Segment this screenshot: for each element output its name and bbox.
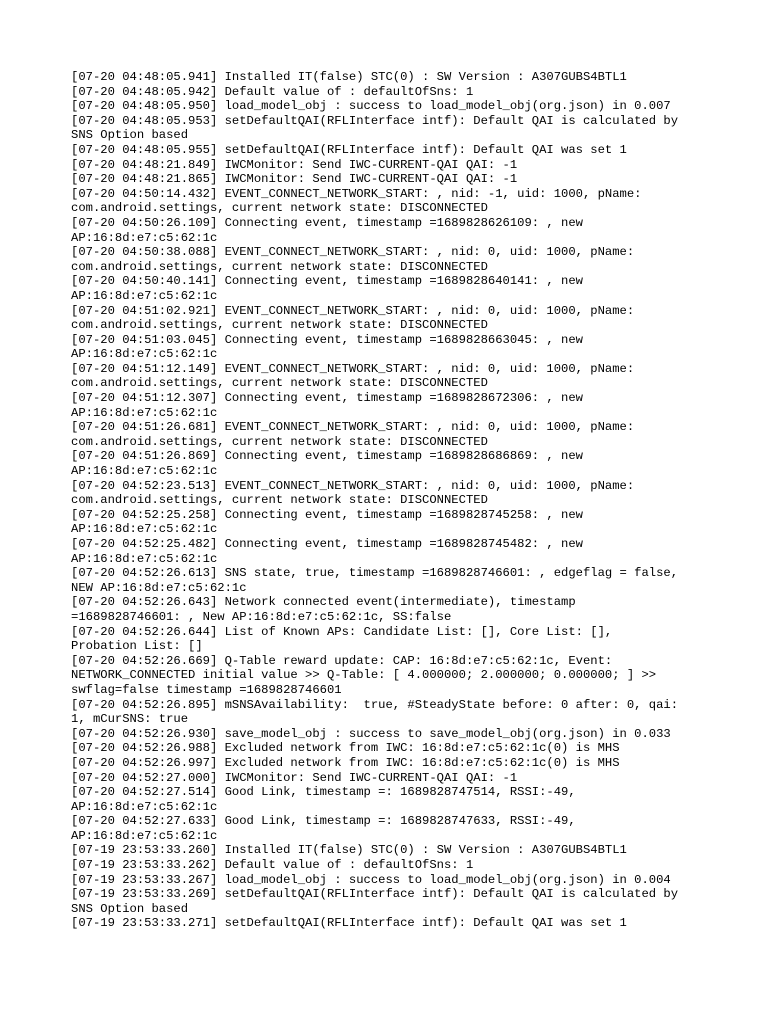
- log-line: [07-20 04:52:26.988] Excluded network from IWC: 16:8d:e7:c5:62:1c(0) is MHS: [71, 741, 620, 756]
- log-line: com.android.settings, current network state: DISCONNECTED: [71, 376, 488, 391]
- log-line: SNS Option based: [71, 901, 189, 916]
- log-line: AP:16:8d:e7:c5:62:1c: [71, 230, 218, 245]
- log-lines: [71, 70, 711, 931]
- log-line: [07-20 04:52:26.997] Excluded network from IWC: 16:8d:e7:c5:62:1c(0) is MHS: [71, 755, 620, 770]
- log-line: [07-19 23:53:33.271] setDefaultQAI(RFLInterface intf): Default QAI was set 1: [71, 916, 627, 931]
- log-line: [07-20 04:51:12.149] EVENT_CONNECT_NETWORK_START: , nid: 0, uid: 1000, pName:: [71, 361, 635, 376]
- log-line: [07-20 04:52:26.930] save_model_obj : success to save_model_obj(org.json) in 0.033: [71, 726, 671, 741]
- log-line: [07-20 04:51:26.869] Connecting event, timestamp =1689828686869: , new: [71, 449, 583, 464]
- log-line: AP:16:8d:e7:c5:62:1c: [71, 799, 218, 814]
- log-line: [07-20 04:48:05.953] setDefaultQAI(RFLInterface intf): Default QAI is calculated by: [71, 113, 679, 128]
- log-line: com.android.settings, current network state: DISCONNECTED: [71, 201, 488, 216]
- log-line: AP:16:8d:e7:c5:62:1c: [71, 828, 218, 843]
- log-line: [07-20 04:48:05.950] load_model_obj : success to load_model_obj(org.json) in 0.007: [71, 99, 671, 114]
- log-line: [07-20 04:52:25.482] Connecting event, timestamp =1689828745482: , new: [71, 537, 583, 551]
- log-line: [07-20 04:52:23.513] EVENT_CONNECT_NETWORK_START: , nid: 0, uid: 1000, pName:: [71, 478, 635, 493]
- log-line: [07-19 23:53:33.260] Installed IT(false) STC(0) : SW Version : A307GUBS4BTL1: [71, 843, 627, 858]
- log-line: com.android.settings, current network state: DISCONNECTED: [71, 318, 488, 333]
- log-line: [07-20 04:52:27.514] Good Link, timestamp =: 1689828747514, RSSI:-49,: [71, 785, 576, 800]
- log-line: com.android.settings, current network state: DISCONNECTED: [71, 493, 488, 508]
- log-line: [07-20 04:52:27.633] Good Link, timestamp =: 1689828747633, RSSI:-49,: [71, 814, 576, 829]
- log-line: [07-20 04:51:03.045] Connecting event, timestamp =1689828663045: , new: [71, 332, 583, 347]
- log-line: com.android.settings, current network state: DISCONNECTED: [71, 434, 488, 449]
- log-line: [07-20 04:50:26.109] Connecting event, timestamp =1689828626109: , new: [71, 215, 583, 230]
- log-line: [07-20 04:52:26.895] mSNSAvailability: true, #SteadyState before: 0 after: 0, qai:: [71, 697, 679, 712]
- log-line: swflag=false timestamp =1689828746601: [71, 682, 342, 697]
- log-line: AP:16:8d:e7:c5:62:1c: [71, 551, 218, 566]
- log-line: [07-20 04:50:40.141] Connecting event, timestamp =1689828640141: , new: [71, 274, 583, 289]
- log-line: [07-20 04:48:21.865] IWCMonitor: Send IWC-CURRENT-QAI QAI: -1: [71, 172, 518, 187]
- log-line: NETWORK_CONNECTED initial value >> Q-Table: [ 4.000000; 2.000000; 0.000000; ] >>: [71, 668, 657, 683]
- log-line: [07-19 23:53:33.262] Default value of : defaultOfSns: 1: [71, 858, 474, 873]
- log-line: [07-20 04:52:26.613] SNS state, true, timestamp =1689828746601: , edgeflag = false,: [71, 566, 679, 581]
- log-line: Probation List: []: [71, 639, 203, 654]
- log-document: [71, 70, 711, 931]
- log-line: AP:16:8d:e7:c5:62:1c: [71, 288, 218, 303]
- log-line: [07-20 04:48:05.941] Installed IT(false) STC(0) : SW Version : A307GUBS4BTL1: [71, 70, 627, 84]
- log-line: AP:16:8d:e7:c5:62:1c: [71, 464, 218, 479]
- log-line: [07-20 04:51:26.681] EVENT_CONNECT_NETWORK_START: , nid: 0, uid: 1000, pName:: [71, 420, 635, 435]
- log-line: [07-20 04:51:12.307] Connecting event, timestamp =1689828672306: , new: [71, 391, 583, 406]
- log-line: com.android.settings, current network state: DISCONNECTED: [71, 259, 488, 274]
- log-line: AP:16:8d:e7:c5:62:1c: [71, 347, 218, 362]
- log-line: [07-20 04:52:26.669] Q-Table reward update: CAP: 16:8d:e7:c5:62:1c, Event:: [71, 653, 613, 668]
- log-line: [07-20 04:50:38.088] EVENT_CONNECT_NETWORK_START: , nid: 0, uid: 1000, pName:: [71, 245, 635, 260]
- log-line: [07-20 04:48:05.955] setDefaultQAI(RFLInterface intf): Default QAI was set 1: [71, 142, 627, 157]
- log-line: [07-20 04:51:02.921] EVENT_CONNECT_NETWORK_START: , nid: 0, uid: 1000, pName:: [71, 303, 635, 318]
- log-line: AP:16:8d:e7:c5:62:1c: [71, 405, 218, 420]
- log-line: SNS Option based: [71, 128, 189, 143]
- log-line: [07-20 04:48:21.849] IWCMonitor: Send IWC-CURRENT-QAI QAI: -1: [71, 157, 518, 172]
- log-line: [07-19 23:53:33.269] setDefaultQAI(RFLInterface intf): Default QAI is calculated by: [71, 887, 679, 902]
- log-line: [07-20 04:50:14.432] EVENT_CONNECT_NETWORK_START: , nid: -1, uid: 1000, pName:: [71, 186, 642, 201]
- log-line: [07-20 04:52:27.000] IWCMonitor: Send IWC-CURRENT-QAI QAI: -1: [71, 770, 518, 785]
- log-line: [07-20 04:52:26.643] Network connected event(intermediate), timestamp: [71, 595, 576, 610]
- log-line: [07-19 23:53:33.267] load_model_obj : success to load_model_obj(org.json) in 0.004: [71, 872, 671, 887]
- log-line: [07-20 04:52:26.644] List of Known APs: Candidate List: [], Core List: [],: [71, 624, 613, 639]
- log-line: NEW AP:16:8d:e7:c5:62:1c: [71, 580, 247, 595]
- log-line: AP:16:8d:e7:c5:62:1c: [71, 522, 218, 537]
- log-line: 1, mCurSNS: true: [71, 712, 189, 727]
- log-line: [07-20 04:52:25.258] Connecting event, timestamp =1689828745258: , new: [71, 507, 583, 522]
- log-line: =1689828746601: , New AP:16:8d:e7:c5:62:1c, SS:false: [71, 609, 452, 624]
- log-line: [07-20 04:48:05.942] Default value of : defaultOfSns: 1: [71, 84, 474, 99]
